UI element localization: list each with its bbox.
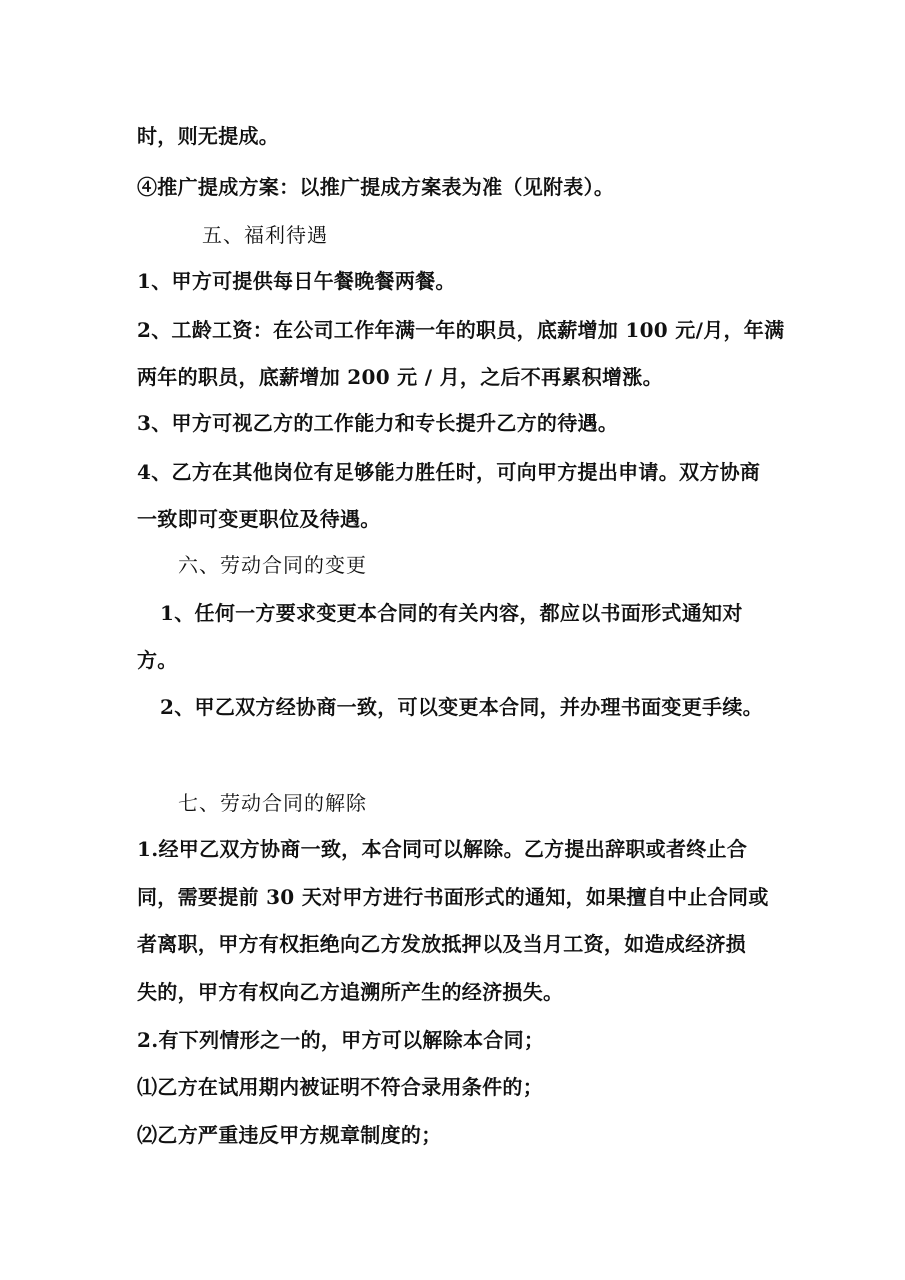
text-line: 2.有下列情形之一的，甲方可以解除本合同；	[137, 1028, 545, 1052]
text-line: 4、乙方在其他岗位有足够能力胜任时，可向甲方提出申请。双方协商	[137, 460, 761, 484]
text-line: 失的，甲方有权向乙方追溯所产生的经济损失。	[137, 980, 564, 1004]
text-line: 2、甲乙双方经协商一致，可以变更本合同，并办理书面变更手续。	[160, 695, 763, 719]
text-line: ⑵乙方严重违反甲方规章制度的；	[137, 1123, 442, 1147]
text-line: 时，则无提成。	[137, 124, 280, 148]
text-line: ④推广提成方案：以推广提成方案表为准（见附表）。	[137, 175, 615, 199]
text-line: 一致即可变更职位及待遇。	[137, 507, 381, 531]
text-line: 2、工龄工资：在公司工作年满一年的职员，底薪增加 100 元/月，年满	[137, 318, 785, 342]
text-line: 同，需要提前 30 天对甲方进行书面形式的通知，如果擅自中止合同或	[137, 885, 769, 909]
text-line: ⑴乙方在试用期内被证明不符合录用条件的；	[137, 1075, 543, 1099]
text-line: 两年的职员，底薪增加 200 元 / 月，之后不再累积增涨。	[137, 365, 663, 389]
text-line: 3、甲方可视乙方的工作能力和专长提升乙方的待遇。	[137, 411, 619, 435]
section-heading: 六、劳动合同的变更	[178, 553, 367, 577]
text-line: 者离职，甲方有权拒绝向乙方发放抵押以及当月工资，如造成经济损	[137, 932, 746, 956]
section-heading: 七、劳动合同的解除	[178, 791, 367, 815]
text-line: 1、任何一方要求变更本合同的有关内容，都应以书面形式通知对	[160, 601, 743, 625]
text-line: 方。	[137, 648, 178, 672]
text-line: 1、甲方可提供每日午餐晚餐两餐。	[137, 269, 456, 293]
text-line: 1.经甲乙双方协商一致，本合同可以解除。乙方提出辞职或者终止合	[137, 837, 748, 861]
section-heading: 五、福利待遇	[202, 223, 328, 247]
